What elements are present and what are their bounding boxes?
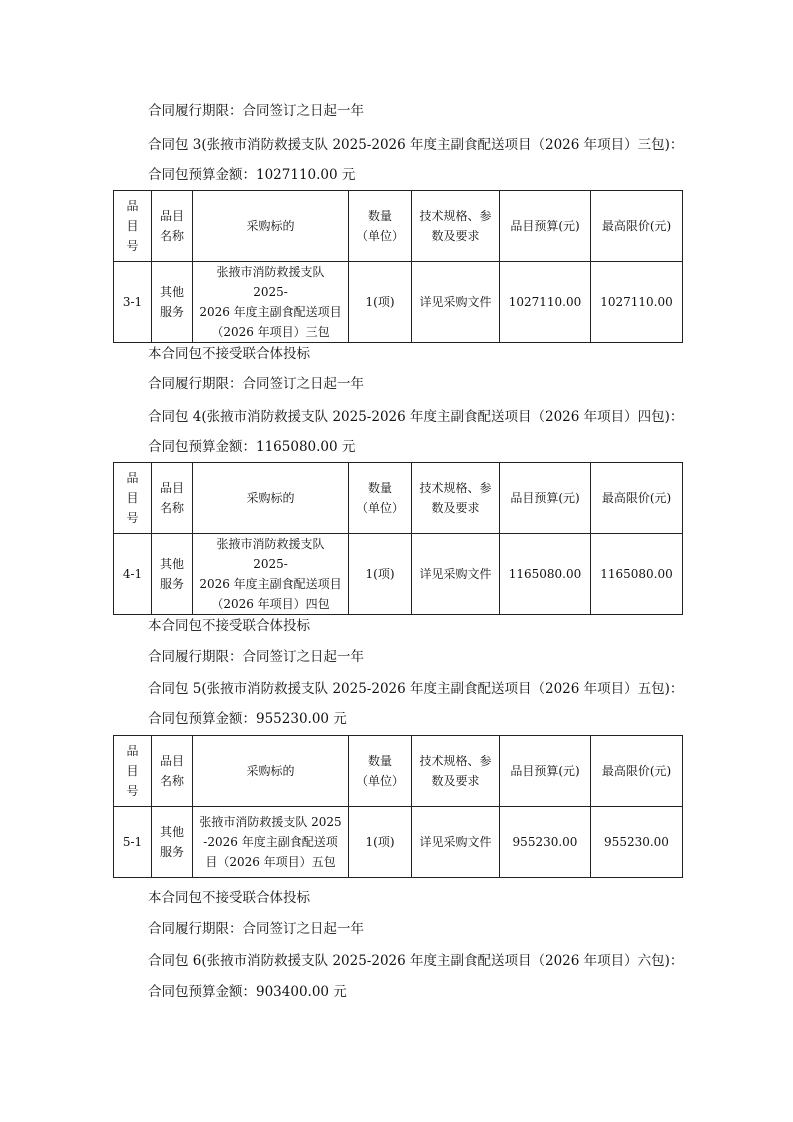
header-qty: 数量 （单位） xyxy=(349,463,412,534)
package-table xyxy=(113,462,683,615)
header-seq: 品 目 号 xyxy=(114,463,152,534)
contract-period: 合同履行期限：合同签订之日起一年 xyxy=(148,921,364,937)
header-budget: 品目预算(元) xyxy=(500,191,591,262)
header-target: 采购标的 xyxy=(193,463,349,534)
cell-spec: 详见采购文件 xyxy=(412,534,500,615)
header-max: 最高限价(元) xyxy=(591,191,683,262)
cell-name: 其他 服务 xyxy=(152,807,193,878)
header-name: 品目 名称 xyxy=(152,736,193,807)
contract-period: 合同履行期限：合同签订之日起一年 xyxy=(148,649,364,665)
package-table xyxy=(113,735,683,878)
cell-name: 其他 服务 xyxy=(152,534,193,615)
package-title: 合同包 3(张掖市消防救援支队 2025-2026 年度主副食配送项目（2026 年项目）三包)： xyxy=(148,137,684,153)
header-spec: 技术规格、参 数及要求 xyxy=(412,191,500,262)
cell-spec: 详见采购文件 xyxy=(412,807,500,878)
package-table xyxy=(113,190,683,343)
package-budget: 合同包预算金额：955230.00 元 xyxy=(148,711,347,727)
table-row xyxy=(114,807,683,878)
cell-max: 1165080.00 xyxy=(591,534,683,615)
header-spec: 技术规格、参 数及要求 xyxy=(412,736,500,807)
contract-period: 合同履行期限：合同签订之日起一年 xyxy=(148,103,364,119)
cell-max: 1027110.00 xyxy=(591,262,683,343)
cell-name: 其他 服务 xyxy=(152,262,193,343)
cell-max: 955230.00 xyxy=(591,807,683,878)
header-qty: 数量 （单位） xyxy=(349,736,412,807)
cell-budget: 1027110.00 xyxy=(500,262,591,343)
header-name: 品目 名称 xyxy=(152,191,193,262)
cell-spec: 详见采购文件 xyxy=(412,262,500,343)
table-header-row xyxy=(114,736,683,807)
header-name: 品目 名称 xyxy=(152,463,193,534)
header-max: 最高限价(元) xyxy=(591,463,683,534)
cell-qty: 1(项) xyxy=(349,807,412,878)
contract-period: 合同履行期限：合同签订之日起一年 xyxy=(148,376,364,392)
consortium-note: 本合同包不接受联合体投标 xyxy=(148,346,310,362)
header-max: 最高限价(元) xyxy=(591,736,683,807)
cell-seq: 3-1 xyxy=(114,262,152,343)
cell-qty: 1(项) xyxy=(349,262,412,343)
consortium-note: 本合同包不接受联合体投标 xyxy=(148,618,310,634)
package-budget: 合同包预算金额：1165080.00 元 xyxy=(148,439,356,455)
table-header-row xyxy=(114,191,683,262)
cell-qty: 1(项) xyxy=(349,534,412,615)
cell-budget: 955230.00 xyxy=(500,807,591,878)
cell-target: 张掖市消防救援支队 2025- 2026 年度主副食配送项目 （2026 年项目）四包 xyxy=(193,534,349,615)
consortium-note: 本合同包不接受联合体投标 xyxy=(148,890,310,906)
package-budget: 合同包预算金额：903400.00 元 xyxy=(148,984,347,1000)
header-qty: 数量 （单位） xyxy=(349,191,412,262)
table-row xyxy=(114,262,683,343)
package-title: 合同包 6(张掖市消防救援支队 2025-2026 年度主副食配送项目（2026 年项目）六包)： xyxy=(148,953,684,969)
table-row xyxy=(114,534,683,615)
header-spec: 技术规格、参 数及要求 xyxy=(412,463,500,534)
header-target: 采购标的 xyxy=(193,736,349,807)
cell-target: 张掖市消防救援支队 2025- 2026 年度主副食配送项目 （2026 年项目）三包 xyxy=(193,262,349,343)
header-budget: 品目预算(元) xyxy=(500,736,591,807)
table-header-row xyxy=(114,463,683,534)
header-seq: 品 目 号 xyxy=(114,736,152,807)
package-title: 合同包 4(张掖市消防救援支队 2025-2026 年度主副食配送项目（2026 年项目）四包)： xyxy=(148,409,684,425)
header-target: 采购标的 xyxy=(193,191,349,262)
cell-seq: 5-1 xyxy=(114,807,152,878)
package-title: 合同包 5(张掖市消防救援支队 2025-2026 年度主副食配送项目（2026 年项目）五包)： xyxy=(148,681,684,697)
header-budget: 品目预算(元) xyxy=(500,463,591,534)
cell-seq: 4-1 xyxy=(114,534,152,615)
header-seq: 品 目 号 xyxy=(114,191,152,262)
cell-budget: 1165080.00 xyxy=(500,534,591,615)
package-budget: 合同包预算金额：1027110.00 元 xyxy=(148,167,356,183)
cell-target: 张掖市消防救援支队 2025 -2026 年度主副食配送项 目（2026 年项目）五包 xyxy=(193,807,349,878)
